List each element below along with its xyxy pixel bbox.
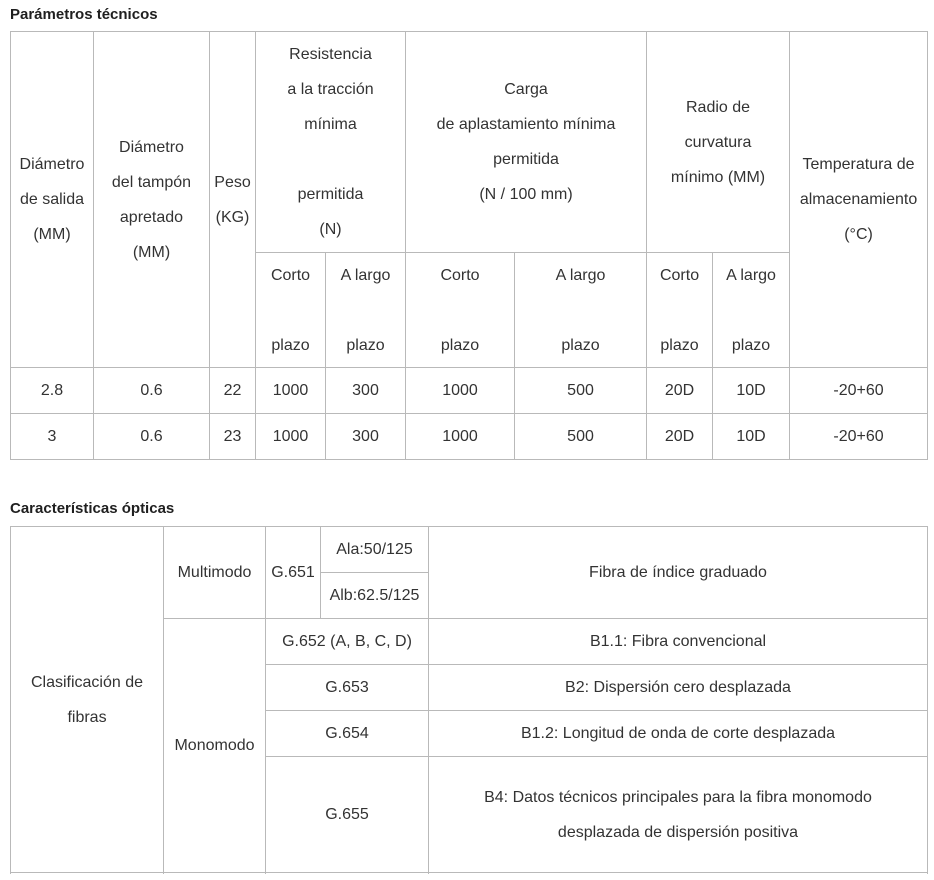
fiber-standard: G.655 [266,757,429,873]
table-cell: 1000 [256,368,326,414]
header-weight: Peso (KG) [210,32,256,368]
bend-long-term: A largo plazo [713,253,790,368]
table-row [11,414,928,460]
table-cell: 500 [515,414,647,460]
table-cell: 23 [210,414,256,460]
table-cell: 3 [11,414,94,460]
table-cell: 1000 [256,414,326,460]
header-row [11,32,928,253]
header-storage-temperature: Temperatura de almacenamiento (°C) [790,32,928,368]
a1a-label: Ala:50/125 [321,527,429,573]
table-cell: 500 [515,368,647,414]
table-cell: 0.6 [94,368,210,414]
fiber-standard: G.653 [266,665,429,711]
fiber-description: B4: Datos técnicos principales para la fibra monomodo desplazada de dispersión positiva [429,757,928,873]
table-cell: 1000 [406,368,515,414]
fiber-standard: G.652 (A, B, C, D) [266,619,429,665]
table-cell: 300 [326,368,406,414]
table-cell: 20D [647,414,713,460]
header-plug-diameter: Diámetro del tampón apretado (MM) [94,32,210,368]
header-outlet-diameter: Diámetro de salida (MM) [11,32,94,368]
table-cell: 0.6 [94,414,210,460]
fiber-description: B1.2: Longitud de onda de corte desplazada [429,711,928,757]
table-cell: 20D [647,368,713,414]
multimode-label: Multimodo [164,527,266,619]
bend-short-term: Corto plazo [647,253,713,368]
table-row [11,527,928,573]
a1b-label: Alb:62.5/125 [321,573,429,619]
header-bend-radius: Radio de curvatura mínimo (MM) [647,32,790,253]
table-cell: 1000 [406,414,515,460]
tensile-short-term: Corto plazo [256,253,326,368]
table-row [11,368,928,414]
fiber-description: B2: Dispersión cero desplazada [429,665,928,711]
fiber-classification-label: Clasificación de fibras [11,527,164,873]
crush-long-term: A largo plazo [515,253,647,368]
table-cell: 22 [210,368,256,414]
fiber-description: B1.1: Fibra convencional [429,619,928,665]
optical-characteristics-heading: Características ópticas [10,500,175,517]
fiber-standard: G.654 [266,711,429,757]
table-cell: 300 [326,414,406,460]
technical-parameters-heading: Parámetros técnicos [10,6,158,23]
technical-parameters-table [10,31,928,460]
graded-index-description: Fibra de índice graduado [429,527,928,619]
monomode-label: Monomodo [164,619,266,873]
g651-label: G.651 [266,527,321,619]
table-cell: -20+60 [790,368,928,414]
crush-short-term: Corto plazo [406,253,515,368]
table-cell: 10D [713,414,790,460]
header-tensile-strength: Resistencia a la tracción mínima permitida (N) [256,32,406,253]
optical-characteristics-table [10,526,928,873]
table-cell: -20+60 [790,414,928,460]
table-cell: 10D [713,368,790,414]
table-cell: 2.8 [11,368,94,414]
tensile-long-term: A largo plazo [326,253,406,368]
header-crush-load: Carga de aplastamiento mínima permitida (N / 100 mm) [406,32,647,253]
